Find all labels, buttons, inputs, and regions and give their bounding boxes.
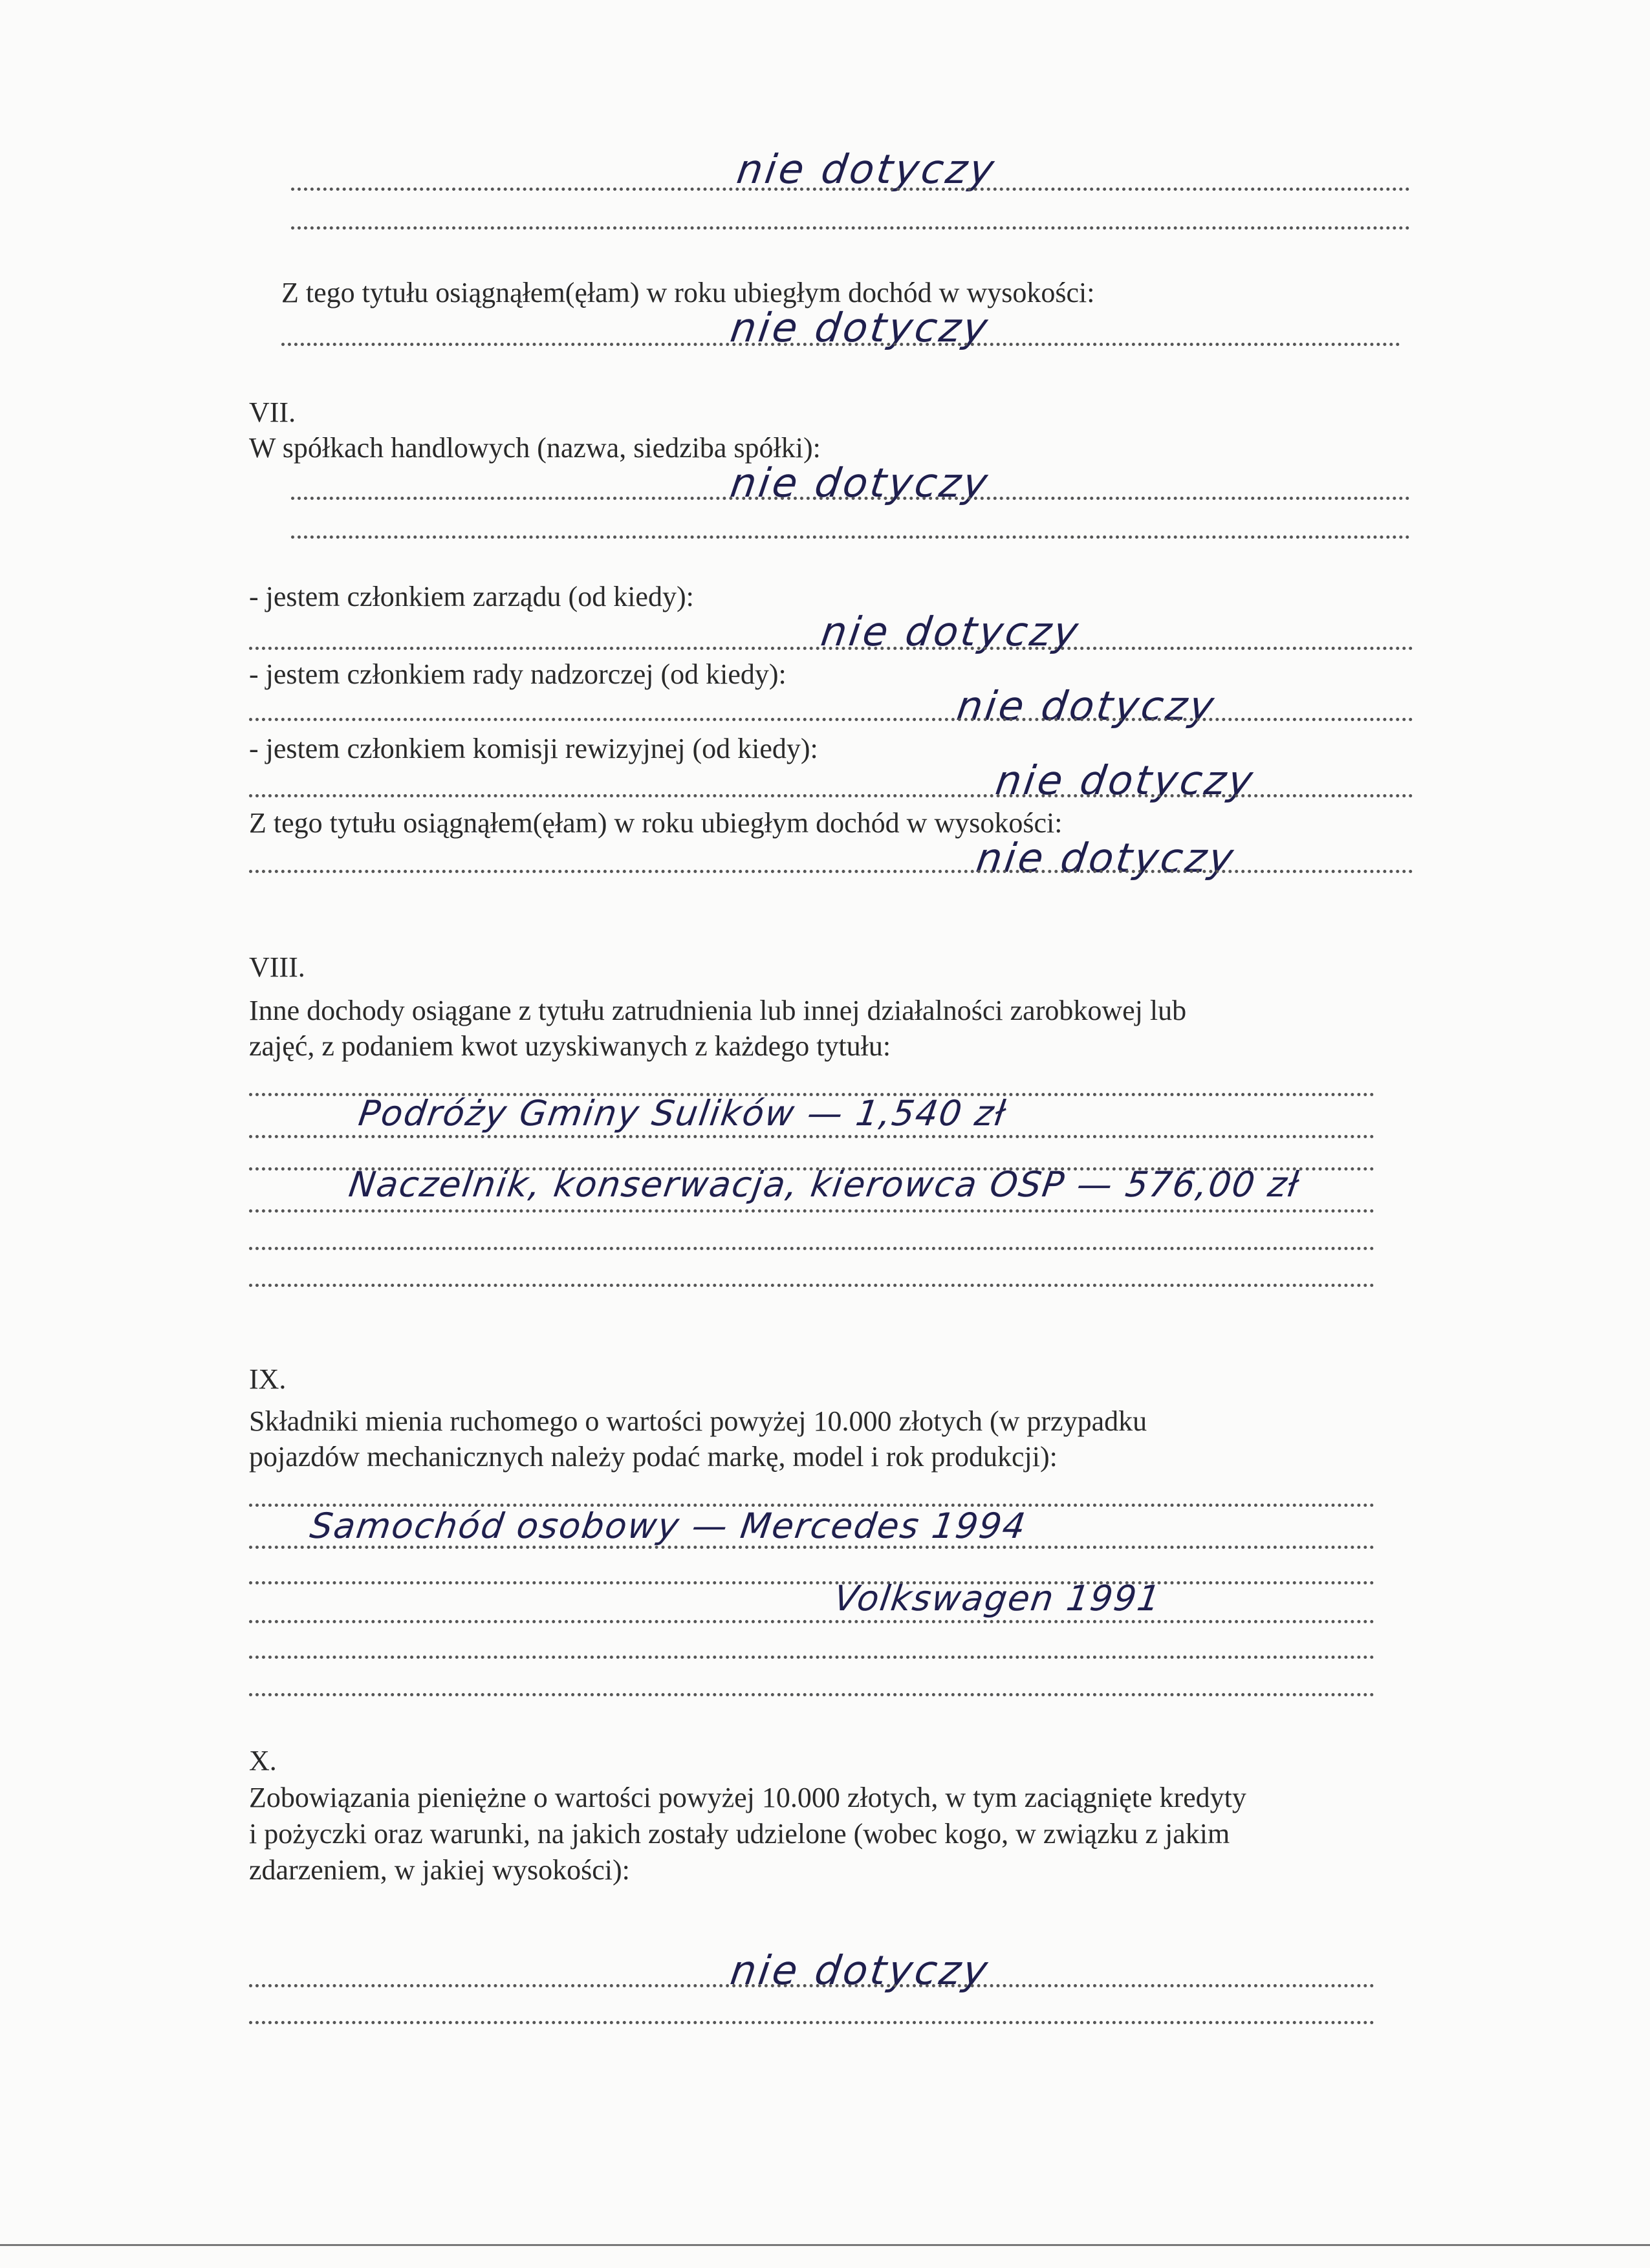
handwritten-answer: nie dotyczy xyxy=(953,682,1220,729)
handwritten-answer: nie dotyczy xyxy=(973,834,1239,881)
dotted-line xyxy=(291,188,1410,191)
dotted-line xyxy=(249,718,1413,721)
dotted-line xyxy=(249,1620,1374,1623)
dotted-line xyxy=(249,1984,1374,1987)
dotted-line xyxy=(291,497,1410,500)
dotted-line xyxy=(249,2021,1374,2024)
management-board-label: - jestem członkiem zarządu (od kiedy): xyxy=(249,581,694,612)
section-title: W spółkach handlowych (nazwa, siedziba spółki): xyxy=(249,432,821,464)
dotted-line xyxy=(249,1135,1374,1138)
dotted-line xyxy=(249,1209,1374,1213)
handwritten-income-entry: Podróży Gminy Sulików — 1,540 zł xyxy=(356,1093,1009,1134)
audit-committee-label: - jestem członkiem komisji rewizyjnej (od kiedy): xyxy=(249,733,818,764)
section-text: i pożyczki oraz warunki, na jakich zostały udzielone (wobec kogo, w związku z jakim xyxy=(249,1818,1230,1850)
section-number: IX. xyxy=(249,1363,287,1395)
section-number: VIII. xyxy=(249,951,305,983)
dotted-line xyxy=(249,647,1413,650)
dotted-line xyxy=(249,1284,1374,1287)
section-text: pojazdów mechanicznych należy podać markę, model i rok produkcji): xyxy=(249,1441,1058,1473)
handwritten-asset-entry: Samochód osobowy — Mercedes 1994 xyxy=(307,1506,1029,1546)
section-number: VII. xyxy=(249,396,296,428)
section-text: Inne dochody osiągane z tytułu zatrudnienia lub innej działalności zarobkowej lub xyxy=(249,995,1187,1026)
dotted-line xyxy=(249,870,1413,873)
dotted-line xyxy=(249,1656,1374,1659)
handwritten-answer: nie dotyczy xyxy=(992,757,1259,804)
income-label: Z tego tytułu osiągnąłem(ęłam) w roku ubiegłym dochód w wysokości: xyxy=(249,807,1063,839)
dotted-line xyxy=(249,794,1413,797)
dotted-line xyxy=(249,1247,1374,1250)
section-text: Zobowiązania pieniężne o wartości powyżej 10.000 złotych, w tym zaciągnięte kredyty xyxy=(249,1782,1246,1813)
dotted-line xyxy=(291,226,1410,230)
section-text: Składniki mienia ruchomego o wartości powyżej 10.000 złotych (w przypadku xyxy=(249,1405,1147,1437)
handwritten-answer: nie dotyczy xyxy=(727,304,993,351)
handwritten-answer: nie dotyczy xyxy=(727,1947,993,1994)
handwritten-answer: nie dotyczy xyxy=(818,608,1084,655)
handwritten-answer: nie dotyczy xyxy=(727,459,993,506)
supervisory-board-label: - jestem członkiem rady nadzorczej (od kiedy): xyxy=(249,658,787,690)
section-text: zajęć, z podaniem kwot uzyskiwanych z każdego tytułu: xyxy=(249,1030,891,1062)
dotted-line xyxy=(281,343,1400,346)
dotted-line xyxy=(249,1581,1374,1584)
dotted-line xyxy=(249,1546,1374,1549)
dotted-line xyxy=(291,535,1410,539)
handwritten-income-entry: Naczelnik, konserwacja, kierowca OSP — 576,00 zł xyxy=(346,1164,1302,1205)
handwritten-asset-entry: Volkswagen 1991 xyxy=(831,1578,1164,1619)
scan-edge xyxy=(0,2244,1650,2246)
section-number: X. xyxy=(249,1745,277,1777)
dotted-line xyxy=(249,1693,1374,1696)
income-label: Z tego tytułu osiągnąłem(ęłam) w roku ubiegłym dochód w wysokości: xyxy=(281,277,1095,308)
section-text: zdarzeniem, w jakiej wysokości): xyxy=(249,1854,630,1886)
handwritten-answer: nie dotyczy xyxy=(733,146,1000,193)
